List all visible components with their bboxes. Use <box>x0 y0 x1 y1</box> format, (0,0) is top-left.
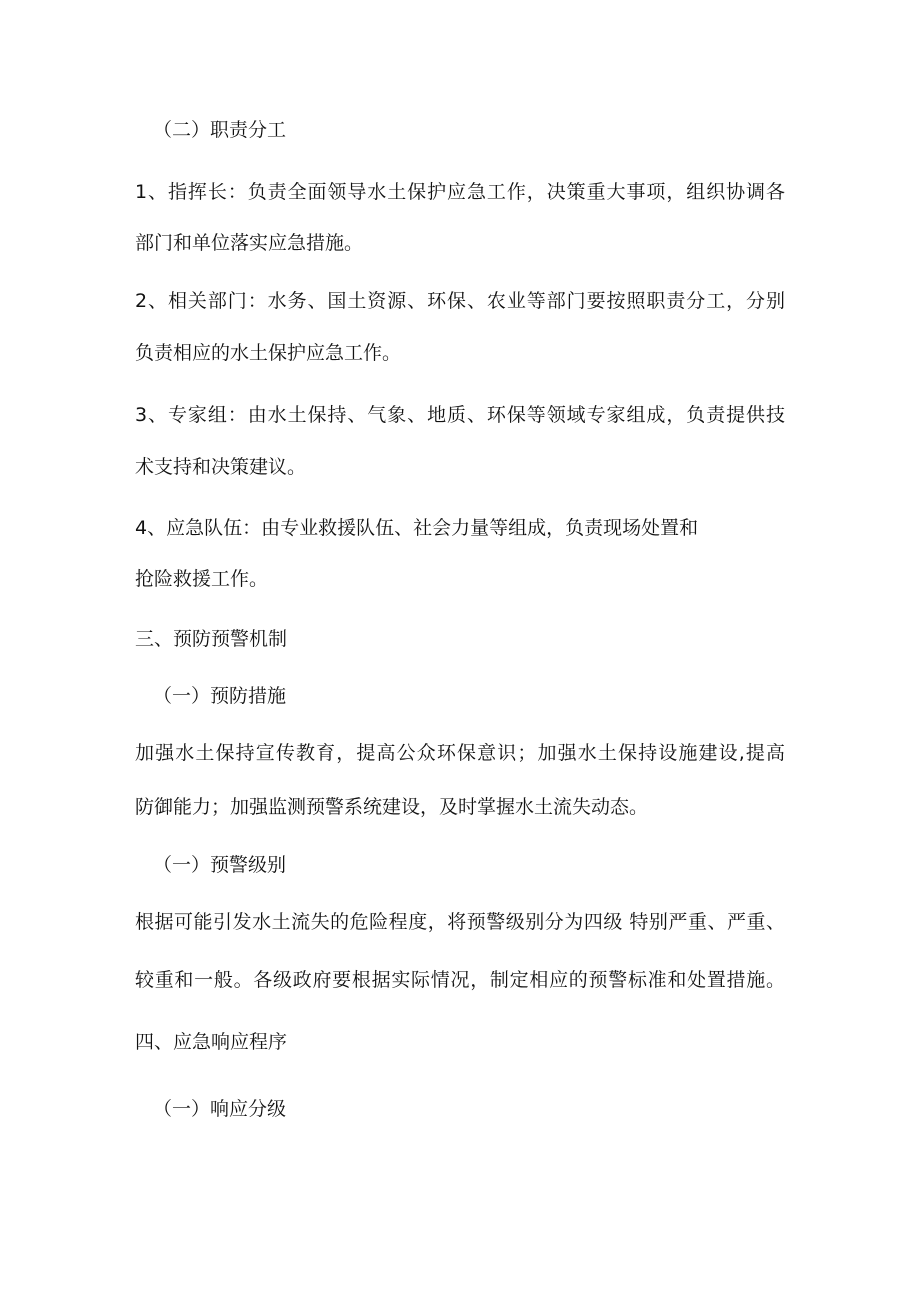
subheading-response-levels: （一）响应分级 <box>153 1098 287 1120</box>
paragraph-line: 负责相应的水土保护应急工作。 <box>135 342 402 364</box>
paragraph-line: 抢险救援工作。 <box>135 568 269 590</box>
paragraph-line: 部门和单位落实应急措施。 <box>135 232 364 254</box>
subheading-responsibilities: （二）职责分工 <box>153 119 287 141</box>
paragraph-line: 2、相关部门：水务、国土资源、环保、农业等部门要按照职责分工，分别 <box>135 290 785 312</box>
paragraph-line: 防御能力；加强监测预警系统建设，及时掌握水土流失动态。 <box>135 796 649 818</box>
paragraph-line: 术支持和决策建议。 <box>135 456 307 478</box>
paragraph-line: 3、专家组：由水土保持、气象、地质、环保等领域专家组成，负责提供技 <box>135 404 785 426</box>
paragraph-line: 较重和一般。各级政府要根据实际情况，制定相应的预警标准和处置措施。 <box>135 969 785 991</box>
paragraph-line: 1、指挥长：负责全面领导水土保护应急工作，决策重大事项，组织协调各 <box>135 181 785 203</box>
section-heading-prevention: 三、预防预警机制 <box>135 628 288 650</box>
paragraph-line: 加强水土保持宣传教育，提高公众环保意识；加强水土保持设施建设,提高 <box>135 742 785 764</box>
subheading-warning-levels: （一）预警级别 <box>153 854 287 876</box>
subheading-prevention-measures: （一）预防措施 <box>153 685 287 707</box>
section-heading-response: 四、应急响应程序 <box>135 1031 288 1053</box>
paragraph-line: 4、应急队伍：由专业救援队伍、社会力量等组成，负责现场处置和 <box>135 517 699 539</box>
paragraph-line: 根据可能引发水土流失的危险程度，将预警级别分为四级 特别严重、严重、 <box>135 911 785 933</box>
